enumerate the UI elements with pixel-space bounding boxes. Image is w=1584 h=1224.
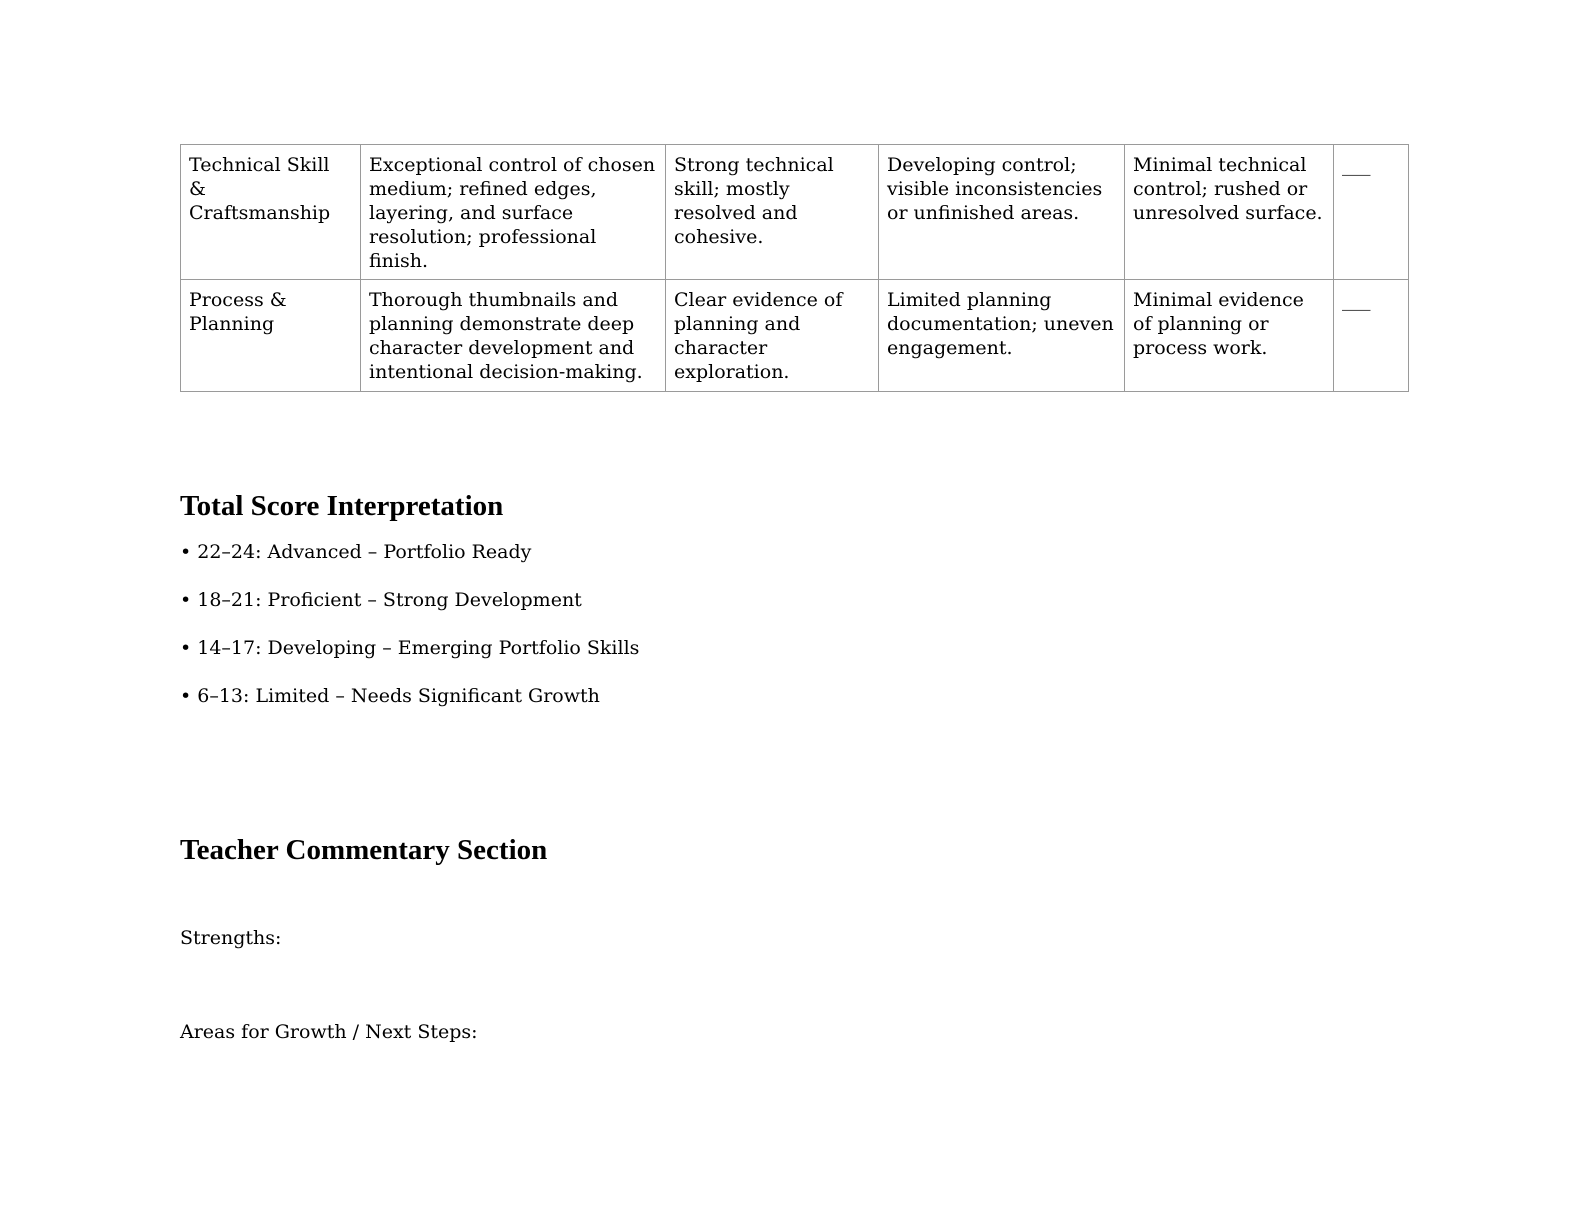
list-item: • 14–17: Developing – Emerging Portfolio Skills [180,637,640,659]
limited-cell: Minimal technical control; rushed or unresolved surface. [1125,145,1334,280]
advanced-cell: Thorough thumbnails and planning demonstrate deep character development and intentional decision-making. [361,280,666,392]
strengths-label: Strengths: [180,927,282,949]
teacher-commentary-heading: Teacher Commentary Section [180,834,548,866]
table-row [181,145,1409,280]
table-row [181,280,1409,392]
criterion-cell: Process & Planning [181,280,361,392]
score-interpretation-list [180,540,639,732]
list-item: • 6–13: Limited – Needs Significant Growth [180,685,600,707]
developing-cell: Developing control; visible inconsistencies or unfinished areas. [879,145,1125,280]
rubric-table [180,144,1409,392]
growth-label: Areas for Growth / Next Steps: [180,1021,478,1043]
score-interpretation-heading: Total Score Interpretation [180,490,504,522]
proficient-cell: Strong technical skill; mostly resolved and cohesive. [666,145,879,280]
score-blank-cell: ___ [1334,280,1409,392]
criterion-cell: Technical Skill & Craftsmanship [181,145,361,280]
developing-cell: Limited planning documentation; uneven engagement. [879,280,1125,392]
list-item: • 22–24: Advanced – Portfolio Ready [180,541,532,563]
limited-cell: Minimal evidence of planning or process work. [1125,280,1334,392]
score-blank-cell: ___ [1334,145,1409,280]
proficient-cell: Clear evidence of planning and character exploration. [666,280,879,392]
advanced-cell: Exceptional control of chosen medium; refined edges, layering, and surface resolution; professional finish. [361,145,666,280]
list-item: • 18–21: Proficient – Strong Development [180,589,582,611]
